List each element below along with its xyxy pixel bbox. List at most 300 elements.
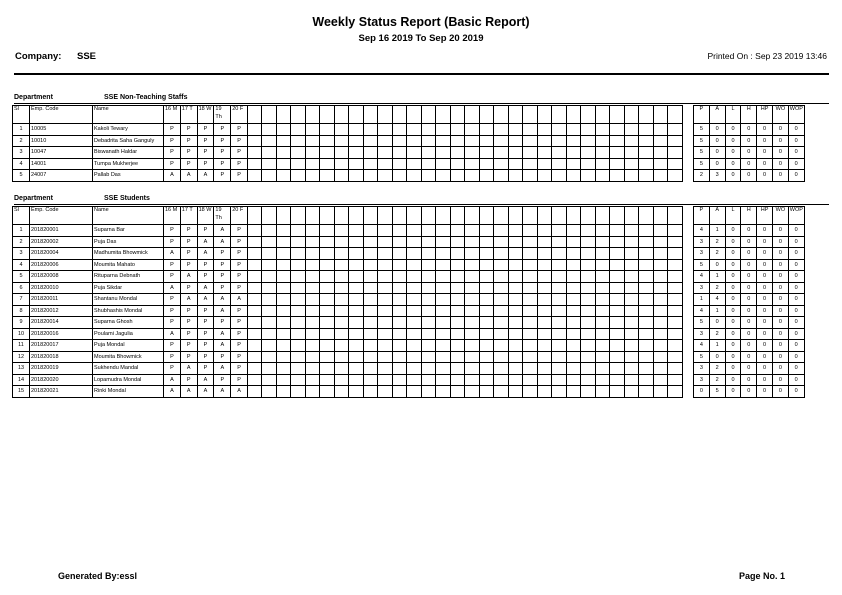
empty-cell — [624, 147, 639, 159]
empty-cell — [450, 124, 465, 136]
empty-cell — [407, 158, 422, 170]
row-sl: 9 — [13, 317, 30, 329]
column-header-day: 19 Th — [214, 207, 231, 225]
empty-cell — [624, 294, 639, 306]
empty-cell — [465, 248, 480, 260]
empty-cell — [349, 271, 364, 283]
row-summary-count: 0 — [772, 170, 788, 182]
row-summary-count: 0 — [725, 305, 741, 317]
empty-cell — [566, 259, 581, 271]
empty-cell — [320, 158, 335, 170]
empty-cell — [668, 386, 683, 398]
empty-cell — [552, 386, 567, 398]
empty-cell — [262, 386, 277, 398]
attendance-table — [12, 105, 805, 182]
table-row — [13, 259, 805, 271]
row-summary-count: 1 — [693, 294, 709, 306]
empty-cell — [610, 305, 625, 317]
empty-cell — [363, 158, 378, 170]
row-emp-code: 201820008 — [30, 271, 93, 283]
column-header-summary: A — [709, 207, 725, 225]
empty-cell — [552, 106, 567, 124]
empty-cell — [581, 351, 596, 363]
empty-cell — [392, 135, 407, 147]
row-summary-count: 0 — [788, 351, 804, 363]
empty-cell — [595, 135, 610, 147]
empty-cell — [305, 259, 320, 271]
empty-cell — [407, 340, 422, 352]
empty-cell — [276, 363, 291, 375]
empty-cell — [436, 207, 451, 225]
row-day-status: P — [180, 305, 197, 317]
empty-cell — [595, 147, 610, 159]
empty-cell — [479, 135, 494, 147]
row-day-status: P — [231, 124, 248, 136]
empty-cell — [378, 225, 393, 237]
empty-cell — [639, 158, 654, 170]
empty-cell — [320, 271, 335, 283]
empty-cell — [320, 340, 335, 352]
column-gap — [682, 328, 693, 340]
row-summary-count: 0 — [757, 317, 773, 329]
empty-cell — [334, 351, 349, 363]
empty-cell — [421, 328, 436, 340]
empty-cell — [508, 135, 523, 147]
empty-cell — [334, 374, 349, 386]
empty-cell — [653, 374, 668, 386]
row-summary-count: 0 — [725, 170, 741, 182]
empty-cell — [552, 147, 567, 159]
empty-cell — [552, 294, 567, 306]
empty-cell — [436, 248, 451, 260]
empty-cell — [450, 294, 465, 306]
row-summary-count: 3 — [709, 170, 725, 182]
row-summary-count: 0 — [741, 158, 757, 170]
row-summary-count: 0 — [788, 374, 804, 386]
empty-cell — [262, 236, 277, 248]
empty-cell — [566, 386, 581, 398]
empty-cell — [392, 106, 407, 124]
empty-cell — [320, 236, 335, 248]
row-summary-count: 0 — [772, 305, 788, 317]
row-emp-code: 201820012 — [30, 305, 93, 317]
empty-cell — [334, 294, 349, 306]
empty-cell — [653, 340, 668, 352]
row-summary-count: 0 — [709, 259, 725, 271]
empty-cell — [247, 271, 262, 283]
empty-cell — [363, 363, 378, 375]
column-gap — [682, 386, 693, 398]
empty-cell — [378, 248, 393, 260]
row-day-status: A — [180, 294, 197, 306]
empty-cell — [421, 106, 436, 124]
empty-cell — [508, 147, 523, 159]
empty-cell — [320, 106, 335, 124]
column-header-day: 16 M — [164, 106, 181, 124]
empty-cell — [436, 259, 451, 271]
empty-cell — [610, 170, 625, 182]
empty-cell — [276, 170, 291, 182]
table-row — [13, 328, 805, 340]
empty-cell — [378, 317, 393, 329]
empty-cell — [479, 147, 494, 159]
empty-cell — [392, 259, 407, 271]
empty-cell — [639, 317, 654, 329]
row-day-status: P — [197, 363, 214, 375]
empty-cell — [450, 351, 465, 363]
empty-cell — [291, 259, 306, 271]
row-summary-count: 0 — [788, 305, 804, 317]
row-summary-count: 0 — [772, 363, 788, 375]
empty-cell — [552, 340, 567, 352]
empty-cell — [639, 147, 654, 159]
row-summary-count: 0 — [788, 248, 804, 260]
empty-cell — [276, 351, 291, 363]
empty-cell — [465, 363, 480, 375]
row-summary-count: 0 — [772, 386, 788, 398]
empty-cell — [639, 282, 654, 294]
row-summary-count: 0 — [772, 147, 788, 159]
table-row — [13, 147, 805, 159]
row-sl: 4 — [13, 158, 30, 170]
empty-cell — [595, 124, 610, 136]
table-row — [13, 225, 805, 237]
empty-cell — [363, 294, 378, 306]
empty-cell — [392, 294, 407, 306]
row-name: Madhumita Bhowmick — [93, 248, 164, 260]
row-sl: 2 — [13, 135, 30, 147]
empty-cell — [392, 170, 407, 182]
column-header-sl: Sl — [13, 207, 30, 225]
row-name: Tumpa Mukherjee — [93, 158, 164, 170]
empty-cell — [595, 386, 610, 398]
table-row — [13, 135, 805, 147]
row-day-status: P — [214, 124, 231, 136]
empty-cell — [305, 147, 320, 159]
empty-cell — [537, 207, 552, 225]
empty-cell — [305, 317, 320, 329]
row-day-status: P — [197, 328, 214, 340]
empty-cell — [479, 236, 494, 248]
row-summary-count: 0 — [772, 248, 788, 260]
empty-cell — [581, 305, 596, 317]
empty-cell — [305, 207, 320, 225]
empty-cell — [465, 259, 480, 271]
row-summary-count: 3 — [693, 236, 709, 248]
row-summary-count: 5 — [693, 124, 709, 136]
empty-cell — [508, 363, 523, 375]
empty-cell — [624, 225, 639, 237]
row-emp-code: 201820016 — [30, 328, 93, 340]
row-summary-count: 0 — [772, 351, 788, 363]
row-day-status: P — [231, 374, 248, 386]
empty-cell — [262, 328, 277, 340]
empty-cell — [537, 363, 552, 375]
empty-cell — [378, 363, 393, 375]
empty-cell — [407, 294, 422, 306]
table-row — [13, 363, 805, 375]
row-sl: 13 — [13, 363, 30, 375]
row-summary-count: 0 — [725, 328, 741, 340]
empty-cell — [581, 106, 596, 124]
empty-cell — [552, 328, 567, 340]
table-row — [13, 170, 805, 182]
empty-cell — [494, 271, 509, 283]
empty-cell — [494, 294, 509, 306]
row-summary-count: 0 — [741, 170, 757, 182]
empty-cell — [305, 158, 320, 170]
empty-cell — [276, 271, 291, 283]
empty-cell — [610, 207, 625, 225]
empty-cell — [276, 248, 291, 260]
empty-cell — [653, 363, 668, 375]
empty-cell — [494, 259, 509, 271]
empty-cell — [566, 294, 581, 306]
empty-cell — [566, 317, 581, 329]
row-summary-count: 0 — [741, 135, 757, 147]
row-summary-count: 0 — [725, 158, 741, 170]
column-header-summary: WO — [772, 207, 788, 225]
table-row — [13, 351, 805, 363]
row-sl: 2 — [13, 236, 30, 248]
empty-cell — [508, 328, 523, 340]
row-summary-count: 5 — [693, 158, 709, 170]
empty-cell — [624, 170, 639, 182]
empty-cell — [421, 124, 436, 136]
row-day-status: P — [180, 225, 197, 237]
empty-cell — [479, 170, 494, 182]
empty-cell — [450, 147, 465, 159]
empty-cell — [305, 386, 320, 398]
empty-cell — [494, 207, 509, 225]
empty-cell — [479, 225, 494, 237]
empty-cell — [334, 106, 349, 124]
empty-cell — [595, 225, 610, 237]
empty-cell — [378, 294, 393, 306]
empty-cell — [566, 207, 581, 225]
row-summary-count: 0 — [757, 170, 773, 182]
department-divider — [14, 204, 829, 205]
row-summary-count: 0 — [757, 248, 773, 260]
empty-cell — [537, 282, 552, 294]
company-label: Company: — [15, 51, 62, 62]
empty-cell — [421, 259, 436, 271]
row-summary-count: 0 — [788, 158, 804, 170]
empty-cell — [653, 135, 668, 147]
row-sl: 1 — [13, 225, 30, 237]
empty-cell — [552, 317, 567, 329]
empty-cell — [523, 282, 538, 294]
empty-cell — [363, 207, 378, 225]
row-summary-count: 0 — [772, 225, 788, 237]
row-day-status: P — [197, 351, 214, 363]
empty-cell — [334, 170, 349, 182]
empty-cell — [465, 294, 480, 306]
empty-cell — [639, 351, 654, 363]
empty-cell — [465, 340, 480, 352]
empty-cell — [581, 374, 596, 386]
empty-cell — [581, 282, 596, 294]
empty-cell — [668, 225, 683, 237]
empty-cell — [537, 147, 552, 159]
row-summary-count: 0 — [757, 158, 773, 170]
row-summary-count: 0 — [757, 363, 773, 375]
empty-cell — [537, 158, 552, 170]
empty-cell — [508, 305, 523, 317]
empty-cell — [378, 282, 393, 294]
empty-cell — [479, 386, 494, 398]
empty-cell — [552, 124, 567, 136]
row-day-status: P — [231, 317, 248, 329]
empty-cell — [407, 170, 422, 182]
row-summary-count: 0 — [741, 374, 757, 386]
empty-cell — [450, 271, 465, 283]
empty-cell — [247, 259, 262, 271]
empty-cell — [639, 328, 654, 340]
empty-cell — [276, 225, 291, 237]
row-summary-count: 0 — [772, 259, 788, 271]
empty-cell — [349, 317, 364, 329]
row-day-status: P — [214, 147, 231, 159]
empty-cell — [349, 158, 364, 170]
row-summary-count: 0 — [725, 248, 741, 260]
row-summary-count: 5 — [693, 147, 709, 159]
row-summary-count: 0 — [725, 351, 741, 363]
empty-cell — [291, 351, 306, 363]
empty-cell — [262, 305, 277, 317]
empty-cell — [392, 236, 407, 248]
row-summary-count: 0 — [757, 305, 773, 317]
empty-cell — [421, 135, 436, 147]
empty-cell — [610, 259, 625, 271]
row-day-status: A — [197, 282, 214, 294]
row-day-status: A — [214, 225, 231, 237]
column-gap — [682, 106, 693, 124]
empty-cell — [436, 170, 451, 182]
department-name: SSE Non-Teaching Staffs — [104, 94, 188, 101]
row-emp-code: 201820018 — [30, 351, 93, 363]
empty-cell — [392, 271, 407, 283]
row-day-status: P — [197, 271, 214, 283]
empty-cell — [421, 158, 436, 170]
empty-cell — [392, 147, 407, 159]
empty-cell — [653, 328, 668, 340]
empty-cell — [363, 340, 378, 352]
row-summary-count: 2 — [709, 282, 725, 294]
column-gap — [682, 124, 693, 136]
empty-cell — [610, 294, 625, 306]
empty-cell — [436, 386, 451, 398]
empty-cell — [320, 328, 335, 340]
empty-cell — [262, 363, 277, 375]
empty-cell — [436, 351, 451, 363]
empty-cell — [392, 305, 407, 317]
empty-cell — [610, 351, 625, 363]
empty-cell — [363, 374, 378, 386]
empty-cell — [334, 328, 349, 340]
empty-cell — [639, 106, 654, 124]
empty-cell — [450, 236, 465, 248]
empty-cell — [595, 271, 610, 283]
empty-cell — [523, 317, 538, 329]
row-day-status: P — [180, 351, 197, 363]
empty-cell — [494, 225, 509, 237]
row-name: Shantanu Mondal — [93, 294, 164, 306]
empty-cell — [552, 158, 567, 170]
row-summary-count: 0 — [709, 124, 725, 136]
column-header-day: 16 M — [164, 207, 181, 225]
row-name: Puja Mondal — [93, 340, 164, 352]
empty-cell — [639, 363, 654, 375]
empty-cell — [378, 351, 393, 363]
empty-cell — [392, 207, 407, 225]
empty-cell — [668, 282, 683, 294]
empty-cell — [639, 271, 654, 283]
empty-cell — [595, 317, 610, 329]
empty-cell — [450, 328, 465, 340]
empty-cell — [262, 317, 277, 329]
empty-cell — [378, 328, 393, 340]
column-header-summary: HP — [757, 207, 773, 225]
row-name: Lopamudra Mondal — [93, 374, 164, 386]
table-row — [13, 248, 805, 260]
empty-cell — [407, 207, 422, 225]
empty-cell — [407, 135, 422, 147]
row-day-status: P — [164, 259, 181, 271]
empty-cell — [363, 236, 378, 248]
empty-cell — [320, 135, 335, 147]
empty-cell — [653, 236, 668, 248]
row-summary-count: 0 — [757, 259, 773, 271]
row-emp-code: 10010 — [30, 135, 93, 147]
empty-cell — [436, 106, 451, 124]
empty-cell — [595, 158, 610, 170]
row-emp-code: 201820017 — [30, 340, 93, 352]
empty-cell — [653, 207, 668, 225]
empty-cell — [262, 374, 277, 386]
row-day-status: A — [214, 236, 231, 248]
empty-cell — [276, 236, 291, 248]
empty-cell — [276, 106, 291, 124]
empty-cell — [247, 328, 262, 340]
row-emp-code: 201820001 — [30, 225, 93, 237]
row-sl: 14 — [13, 374, 30, 386]
empty-cell — [334, 225, 349, 237]
empty-cell — [421, 340, 436, 352]
empty-cell — [595, 236, 610, 248]
empty-cell — [450, 374, 465, 386]
row-summary-count: 0 — [788, 259, 804, 271]
empty-cell — [334, 305, 349, 317]
empty-cell — [552, 236, 567, 248]
empty-cell — [624, 158, 639, 170]
empty-cell — [276, 328, 291, 340]
column-gap — [682, 294, 693, 306]
row-day-status: P — [231, 340, 248, 352]
printed-on: Printed On : Sep 23 2019 13:46 — [707, 51, 827, 61]
empty-cell — [581, 147, 596, 159]
empty-cell — [494, 340, 509, 352]
empty-cell — [581, 248, 596, 260]
empty-cell — [523, 135, 538, 147]
column-header-summary: WO — [772, 106, 788, 124]
table-row — [13, 305, 805, 317]
empty-cell — [247, 225, 262, 237]
row-summary-count: 4 — [693, 340, 709, 352]
empty-cell — [523, 271, 538, 283]
empty-cell — [276, 124, 291, 136]
empty-cell — [595, 106, 610, 124]
